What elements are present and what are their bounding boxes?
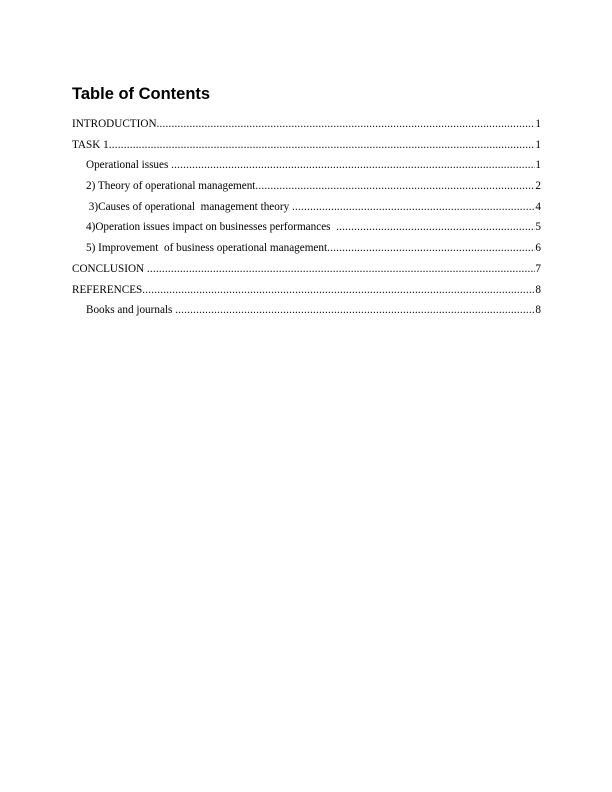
toc-entry-label: 5) Improvement of business operational management bbox=[86, 242, 328, 255]
toc-entry-label: INTRODUCTION bbox=[72, 118, 157, 130]
dot-leader bbox=[175, 303, 535, 317]
toc-entry-label: Operational issues bbox=[86, 159, 172, 172]
toc-entry-books-and-journals[interactable] bbox=[72, 303, 541, 324]
toc-entry-references[interactable] bbox=[72, 283, 541, 304]
toc-entry-conclusion[interactable] bbox=[72, 262, 541, 283]
toc-entry-page-number: 7 bbox=[535, 262, 541, 275]
toc-entry-page-number: 1 bbox=[535, 118, 541, 130]
dot-leader bbox=[147, 262, 536, 276]
toc-entry-page-number: 2 bbox=[535, 180, 541, 193]
toc-entry-page-number: 5 bbox=[535, 221, 541, 234]
dot-leader bbox=[336, 220, 535, 234]
dot-leader bbox=[292, 200, 535, 214]
toc-entry-label: CONCLUSION bbox=[72, 262, 147, 275]
toc-entry-label: 3)Causes of operational management theory bbox=[86, 200, 292, 213]
dot-leader bbox=[109, 138, 536, 152]
toc-entry-label: Books and journals bbox=[86, 304, 176, 317]
toc-entry-theory-of-operational-management[interactable] bbox=[72, 179, 541, 200]
dot-leader bbox=[171, 158, 535, 172]
toc-entry-page-number: 6 bbox=[535, 242, 541, 255]
toc-entry-introduction[interactable] bbox=[72, 117, 541, 138]
toc-entry-page-number: 8 bbox=[535, 283, 541, 296]
toc-entry-label: 2) Theory of operational management bbox=[86, 180, 256, 193]
toc-entry-label: REFERENCES bbox=[72, 283, 143, 296]
toc-entry-operational-issues[interactable] bbox=[72, 158, 541, 179]
dot-leader bbox=[255, 179, 535, 193]
toc-entry-page-number: 8 bbox=[535, 304, 541, 317]
dot-leader bbox=[327, 241, 535, 255]
toc-entry-page-number: 4 bbox=[535, 200, 541, 213]
toc-title: Table of Contents bbox=[72, 85, 211, 103]
toc-entry-operation-issues-impact[interactable] bbox=[72, 220, 541, 241]
dot-leader bbox=[157, 117, 536, 131]
toc-entry-label: 4)Operation issues impact on businesses performances bbox=[86, 221, 337, 234]
toc-list bbox=[72, 117, 541, 324]
toc-entry-page-number: 1 bbox=[535, 159, 541, 172]
toc-entry-causes-of-operational-management-theory[interactable] bbox=[72, 200, 541, 221]
toc-entry-page-number: 1 bbox=[535, 138, 541, 151]
toc-entry-task-1[interactable] bbox=[72, 138, 541, 159]
toc-entry-improvement-of-business-operational-management[interactable] bbox=[72, 241, 541, 262]
toc-entry-label: TASK 1 bbox=[72, 138, 109, 151]
dot-leader bbox=[142, 283, 535, 297]
